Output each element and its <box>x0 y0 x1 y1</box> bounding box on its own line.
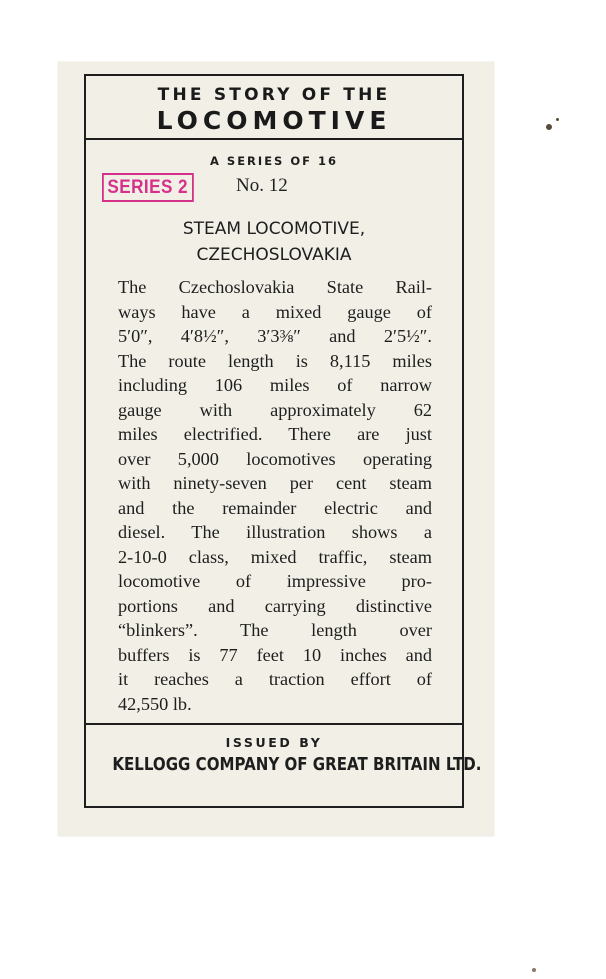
series-stamp: SERIES 2 <box>102 173 193 202</box>
series-count-label: A SERIES OF 16 <box>210 154 338 168</box>
header-line-1: THE STORY OF THE <box>157 85 391 105</box>
paper-speck <box>532 968 536 972</box>
description-line: miles electrified. There are just <box>118 424 432 444</box>
description-line: over 5,000 locomotives operating <box>118 448 432 469</box>
description-line: it reaches a traction effort of <box>118 669 432 689</box>
description-line: with ninety-seven per cent steam <box>118 473 432 493</box>
description-line: 2-10-0 class, mixed traffic, steam <box>118 546 432 567</box>
card-footer <box>86 723 482 808</box>
card-description <box>118 275 432 716</box>
paper-speck <box>546 124 552 130</box>
description-line: buffers is 77 feet 10 inches and <box>118 644 432 665</box>
header-line-2: LOCOMOTIVE <box>156 106 392 135</box>
issuer-company-name: KELLOGG COMPANY OF GREAT BRITAIN LTD. <box>112 755 482 775</box>
paper-speck <box>556 118 559 121</box>
description-line: gauge with approximately 62 <box>118 399 432 420</box>
description-line: ways have a mixed gauge of <box>118 301 432 322</box>
description-line: including 106 miles of narrow <box>118 375 432 395</box>
description-line: The route length is 8,115 miles <box>118 350 432 371</box>
trade-card <box>58 62 494 836</box>
description-line: “blinkers”. The length over <box>118 620 432 640</box>
description-line: diesel. The illustration shows a <box>118 522 432 542</box>
card-header <box>86 76 462 140</box>
description-line: 42,550 lb. <box>118 693 192 714</box>
card-title <box>86 216 462 268</box>
issued-by-label: ISSUED BY <box>225 735 323 750</box>
title-line-1: STEAM LOCOMOTIVE, <box>182 219 366 239</box>
description-line: and the remainder electric and <box>118 497 432 518</box>
description-line: portions and carrying distinctive <box>118 595 432 616</box>
title-line-2: CZECHOSLOVAKIA <box>196 245 352 265</box>
description-line: 5′0″, 4′8½″, 3′3⅜″ and 2′5½″. <box>118 326 432 346</box>
description-line: locomotive of impressive pro- <box>118 571 432 591</box>
card-border-frame <box>84 74 482 808</box>
description-line: The Czechoslovakia State Rail- <box>118 277 432 297</box>
card-number: No. 12 <box>236 175 288 196</box>
